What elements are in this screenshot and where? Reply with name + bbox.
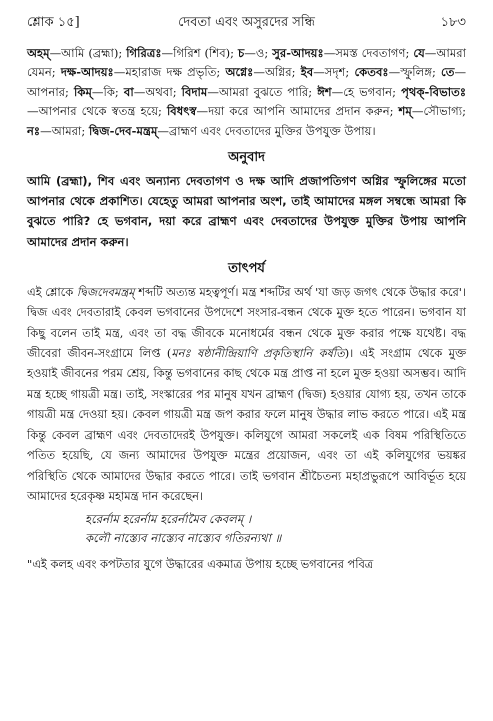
- synonym-term: গিরিত্রঃ: [126, 46, 162, 60]
- synonym-meaning: মহারাজ দক্ষ প্রভৃতি;: [125, 65, 221, 80]
- synonym-meaning: সদৃশ;: [324, 65, 350, 80]
- synonym-meaning: কি;: [103, 84, 119, 99]
- purport-segment: এই শ্লোকে: [27, 284, 77, 299]
- synonym-term: দ্বিজ-দেব-মন্ত্রম্: [89, 123, 158, 138]
- synonym-term: যে: [413, 46, 425, 60]
- purport-segment: )। এই সংগ্রাম থেকে মুক্ত হওয়াই জীবনের পরম শ্রেয়, কিন্তু ভগবানের কাছ থেকে মন্ত্র প্রাপ্ত না হলে মুক্ত হওয়া অসম্ভব। আদি মন্ত্র হচ্ছে গায়ত্রী মন্ত্র। তাই, সংস্কারের পর মানুষ যখন ব্রাহ্মণ (দ্বিজ) হওয়ার যোগ্য হয়, তখন তাকে গায়ত্রী মন্ত্র দেওয়া হয়। কেবল গায়ত্রী মন্ত্র জপ করার ফলে মানুষ উদ্ধার লাভ করতে পারে। এই মন্ত্র কিন্তু কেবল ব্রাহ্মণ এবং দেবতাদেরই উপযুক্ত। কলিযুগে আমরা সকলেই এক বিষম পরিস্থিতিতে পতিত হয়েছি, যে জন্য আমাদের উপযুক্ত মন্ত্রের প্রয়োজন, এবং তা এই কলিযুগের ভয়ঙ্কর পরিস্থিতি থেকে আমাদের উদ্ধার করতে পারে। তাই ভগবান শ্রীচৈতন্য মহাপ্রভুরূপে আবির্ভূত হয়ে আমাদের হরেকৃষ্ণ মহামন্ত্র দান করেছেন।: [27, 346, 467, 503]
- translation-heading: অনুবাদ: [228, 150, 265, 166]
- synonym-meaning: হে ভগবান;: [343, 84, 396, 99]
- synonym-meaning: আপনার থেকে স্বতন্ত্র হয়ে;: [38, 104, 162, 119]
- maha-mantra-verse: [27, 510, 466, 548]
- running-head: [27, 14, 466, 36]
- synonym-term: ঈশ: [317, 84, 332, 99]
- synonym-meaning: আমরা;: [51, 123, 86, 138]
- synonym-meaning: আমি (ব্রহ্মা);: [61, 46, 123, 60]
- synonym-meaning: অগ্নির;: [264, 65, 296, 80]
- purport-heading: তাৎপর্য: [228, 260, 265, 276]
- synonym-meaning: সমস্ত দেবতাগণ;: [335, 46, 410, 60]
- synonym-term: কেতবঃ: [354, 65, 389, 80]
- purport-text: [27, 282, 466, 506]
- synonym-term: অহম্: [27, 46, 50, 60]
- synonym-term: কিম্: [74, 84, 92, 99]
- verse-translation-quote: "এই কলহ এবং কপটতার যুগে উদ্ধারের একমাত্র উপায় হচ্ছে ভগবানের পবিত্র: [27, 557, 374, 572]
- synonym-meaning: আমরা যেমন;: [27, 46, 467, 80]
- synonym-term: বা: [123, 84, 134, 99]
- purport-segment: শব্দটি অত্যন্ত মহত্বপূর্ণ। মন্ত্র শব্দটির অর্থ 'যা জড় জগৎ থেকে উদ্ধার করে'। দ্বিজ এবং দেবতারাই কেবল ভগবানের উপদেশে সংসার-বন্ধন থেকে মুক্ত হতে পারেন। ভগবান যা কিছু বলেন তাই মন্ত্র, এবং তা বদ্ধ জীবকে মনোধর্মের বন্ধন থেকে মুক্ত করার পক্ষে যথেষ্ট। বদ্ধ জীবেরা জীবন-সংগ্রামে লিপ্ত (: [27, 284, 466, 361]
- synonym-meaning: ব্রাহ্মণ এবং দেবতাদের মুক্তির উপযুক্ত উপায়।: [168, 123, 376, 138]
- synonym-term: ইব: [300, 65, 314, 80]
- synonym-meaning: স্ফুলিঙ্গ;: [400, 65, 436, 80]
- verse-reference: শ্লোক ১৫]: [27, 15, 80, 30]
- verse-line: কলৌ নাস্ত্যেব নাস্ত্যেব নাস্ত্যেব গতিরন্যথা ॥: [85, 531, 282, 546]
- word-for-word-synonyms: অহম্—আমি (ব্রহ্মা); গিরিত্রঃ—গিরিশ (শিব); চ—ও; সুর-আদয়ঃ—সমস্ত দেবতাগণ; যে—আমরা যেমন; দক্ষ-আদয়ঃ—মহারাজ দক্ষ প্রভৃতি; অগ্নেঃ—অগ্নির; ইব—সদৃশ; কেতবঃ—স্ফুলিঙ্গ; তে—আপনার; কিম্—কি; বা—অথবা; বিদাম—আমরা বুঝতে পারি; ঈশ—হে ভগবান; পৃথক্-বিভাতঃ—আপনার থেকে স্বতন্ত্র হয়ে; বিধৎস্ব—দয়া করে আপনি আমাদের প্রদান করুন; শম্—সৌভাগ্য; নঃ—আমরা; দ্বিজ-দেব-মন্ত্রম্—ব্রাহ্মণ এবং দেবতাদের মুক্তির উপযুক্ত উপায়।: [27, 46, 467, 138]
- synonym-term: দক্ষ-আদয়ঃ: [60, 65, 114, 80]
- synonym-term: বিদাম: [181, 84, 208, 99]
- synonym-meaning: ও;: [255, 46, 269, 60]
- synonym-term: পৃথক্-বিভাতঃ: [401, 84, 467, 99]
- purport-italic-quote: মনঃ ষষ্ঠানীন্দ্রিয়াণি প্রকৃতিস্থানি কর্ষতি: [171, 346, 345, 361]
- synonym-meaning: গিরিশ (শিব);: [173, 46, 235, 60]
- chapter-title: দেবতা এবং অসুরদের সন্ধি: [178, 15, 315, 30]
- synonym-term: চ: [238, 46, 245, 60]
- synonym-meaning: সৌভাগ্য;: [423, 104, 466, 119]
- synonym-meaning: অথবা;: [145, 84, 177, 99]
- page-number: ১৮৩: [440, 15, 466, 30]
- synonym-term: বিধৎস্ব: [166, 104, 197, 119]
- synonym-term: তে: [441, 65, 455, 80]
- synonym-meaning: আপনার;: [27, 84, 69, 99]
- synonym-term: অগ্নেঃ: [225, 65, 254, 80]
- synonym-term: নঃ: [27, 123, 41, 138]
- verse-line: হরের্নাম হরের্নাম হরের্নামৈব কেবলম্ ।: [85, 512, 252, 527]
- synonym-term: সুর-আদয়ঃ: [272, 46, 324, 60]
- synonym-meaning: আমরা বুঝতে পারি;: [218, 84, 313, 99]
- purport-italic-term: দ্বিজদেবমন্ত্রম্: [76, 284, 135, 299]
- synonym-meaning: দয়া করে আপনি আমাদের প্রদান করুন;: [208, 104, 394, 119]
- translation-text: আমি (ব্রহ্মা), শিব এবং অন্যান্য দেবতাগণ ও দক্ষ আদি প্রজাপতিগণ অগ্নির স্ফুলিঙ্গের মতো আপনার থেকে প্রকাশিত। যেহেতু আমরা আপনার অংশ, তাই আমাদের মঙ্গল সম্বন্ধে আমরা কি বুঝতে পারি? হে ভগবান, দয়া করে ব্রাহ্মণ এবং দেবতাদের উপযুক্ত মুক্তির উপায় আপনি আমাদের প্রদান করুন।: [27, 174, 466, 249]
- synonym-term: শম্: [398, 104, 412, 119]
